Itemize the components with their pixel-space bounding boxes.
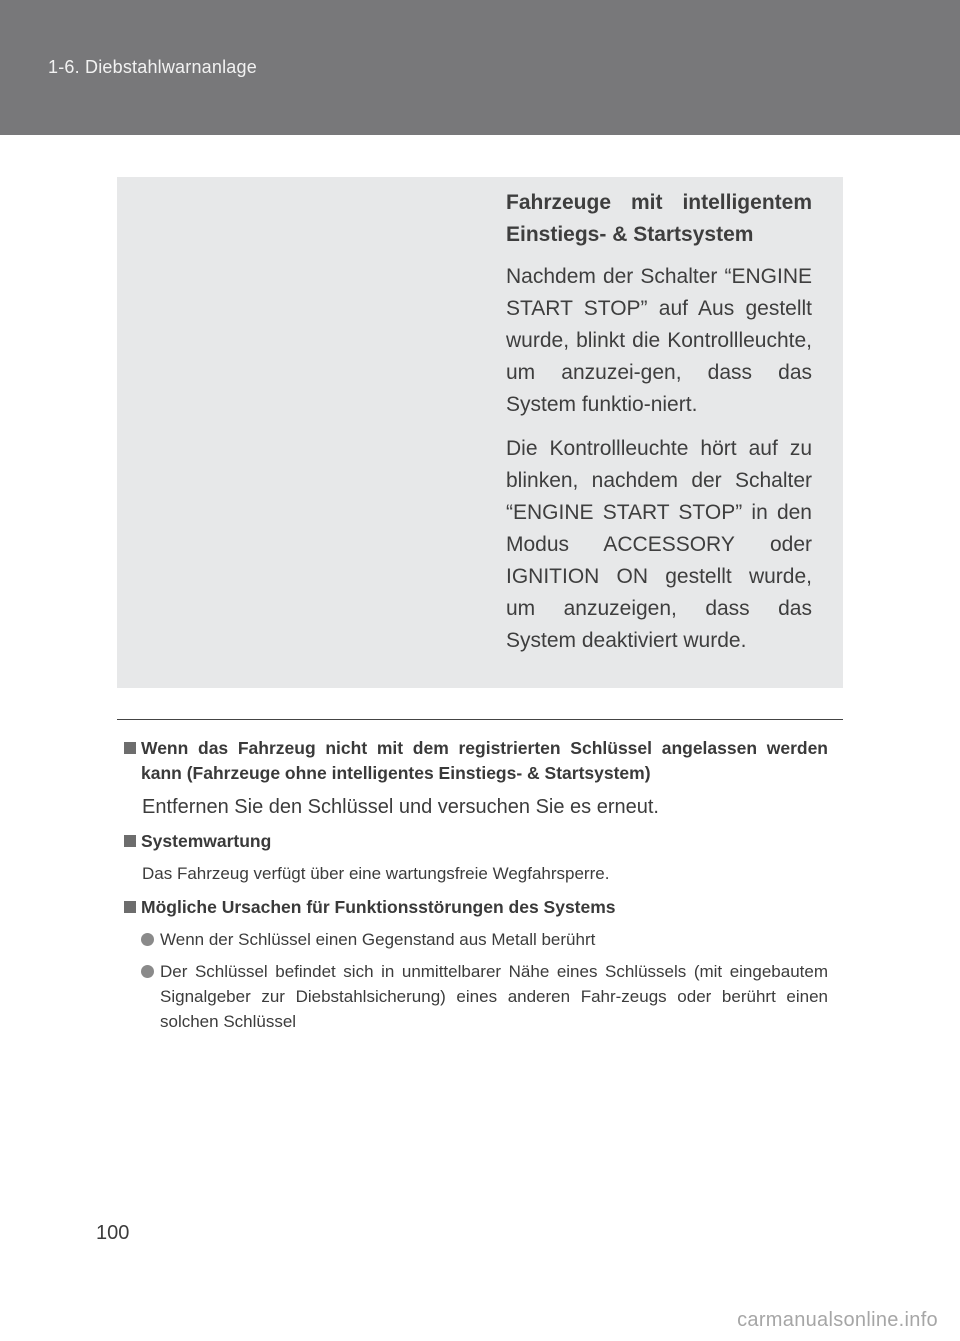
list-item <box>124 927 828 952</box>
note-heading-maintenance <box>124 829 828 854</box>
note-heading-text: Systemwartung <box>141 831 272 851</box>
header-band <box>0 0 960 135</box>
info-box-text <box>506 187 812 669</box>
watermark: carmanualsonline.info <box>737 1309 938 1331</box>
list-item-text: Der Schlüssel befindet sich in unmittelbarer Nähe eines Schlüssels (mit eingebautem Signalgeber zur Diebstahlsicherung) eines anderen Fahr-zeugs oder berührt einen solchen Schlüssel <box>160 962 828 1031</box>
square-bullet-icon <box>124 835 136 847</box>
info-box-paragraph-1: Nachdem der Schalter “ENGINE START STOP” auf Aus gestellt wurde, blinkt die Kontrollleuchte, um anzuzei-gen, dass das System funktio-niert. <box>506 265 812 416</box>
list-item-text: Wenn der Schlüssel einen Gegenstand aus Metall berührt <box>160 930 596 949</box>
info-box-paragraph-2: Die Kontrollleuchte hört auf zu blinken, nachdem der Schalter “ENGINE START STOP” in den Modus ACCESSORY oder IGNITION ON gestellt wurde, um anzuzeigen, dass das System deaktiviert wurde. <box>506 437 812 652</box>
note-heading-start-failure <box>124 736 828 786</box>
section-divider <box>117 719 843 720</box>
square-bullet-icon <box>124 901 136 913</box>
section-title: 1-6. Diebstahlwarnanlage <box>48 57 257 77</box>
list-item <box>124 959 828 1034</box>
note-body-start-failure: Entfernen Sie den Schlüssel und versuchen Sie es erneut. <box>142 796 659 818</box>
round-bullet-icon <box>141 933 154 946</box>
notes-section <box>124 736 828 1034</box>
note-heading-text: Wenn das Fahrzeug nicht mit dem registrierten Schlüssel angelassen werden kann (Fahrzeuge ohne intelligentes Einstiegs- & Startsystem) <box>141 738 828 783</box>
note-heading-malfunction-causes <box>124 895 828 920</box>
page-number: 100 <box>96 1222 130 1244</box>
round-bullet-icon <box>141 965 154 978</box>
info-box-title: Fahrzeuge mit intelligentem Einstiegs- & Startsystem <box>506 191 812 246</box>
note-heading-text: Mögliche Ursachen für Funktionsstörungen des Systems <box>141 897 616 917</box>
square-bullet-icon <box>124 742 136 754</box>
note-body-maintenance: Das Fahrzeug verfügt über eine wartungsfreie Wegfahrsperre. <box>142 864 610 883</box>
